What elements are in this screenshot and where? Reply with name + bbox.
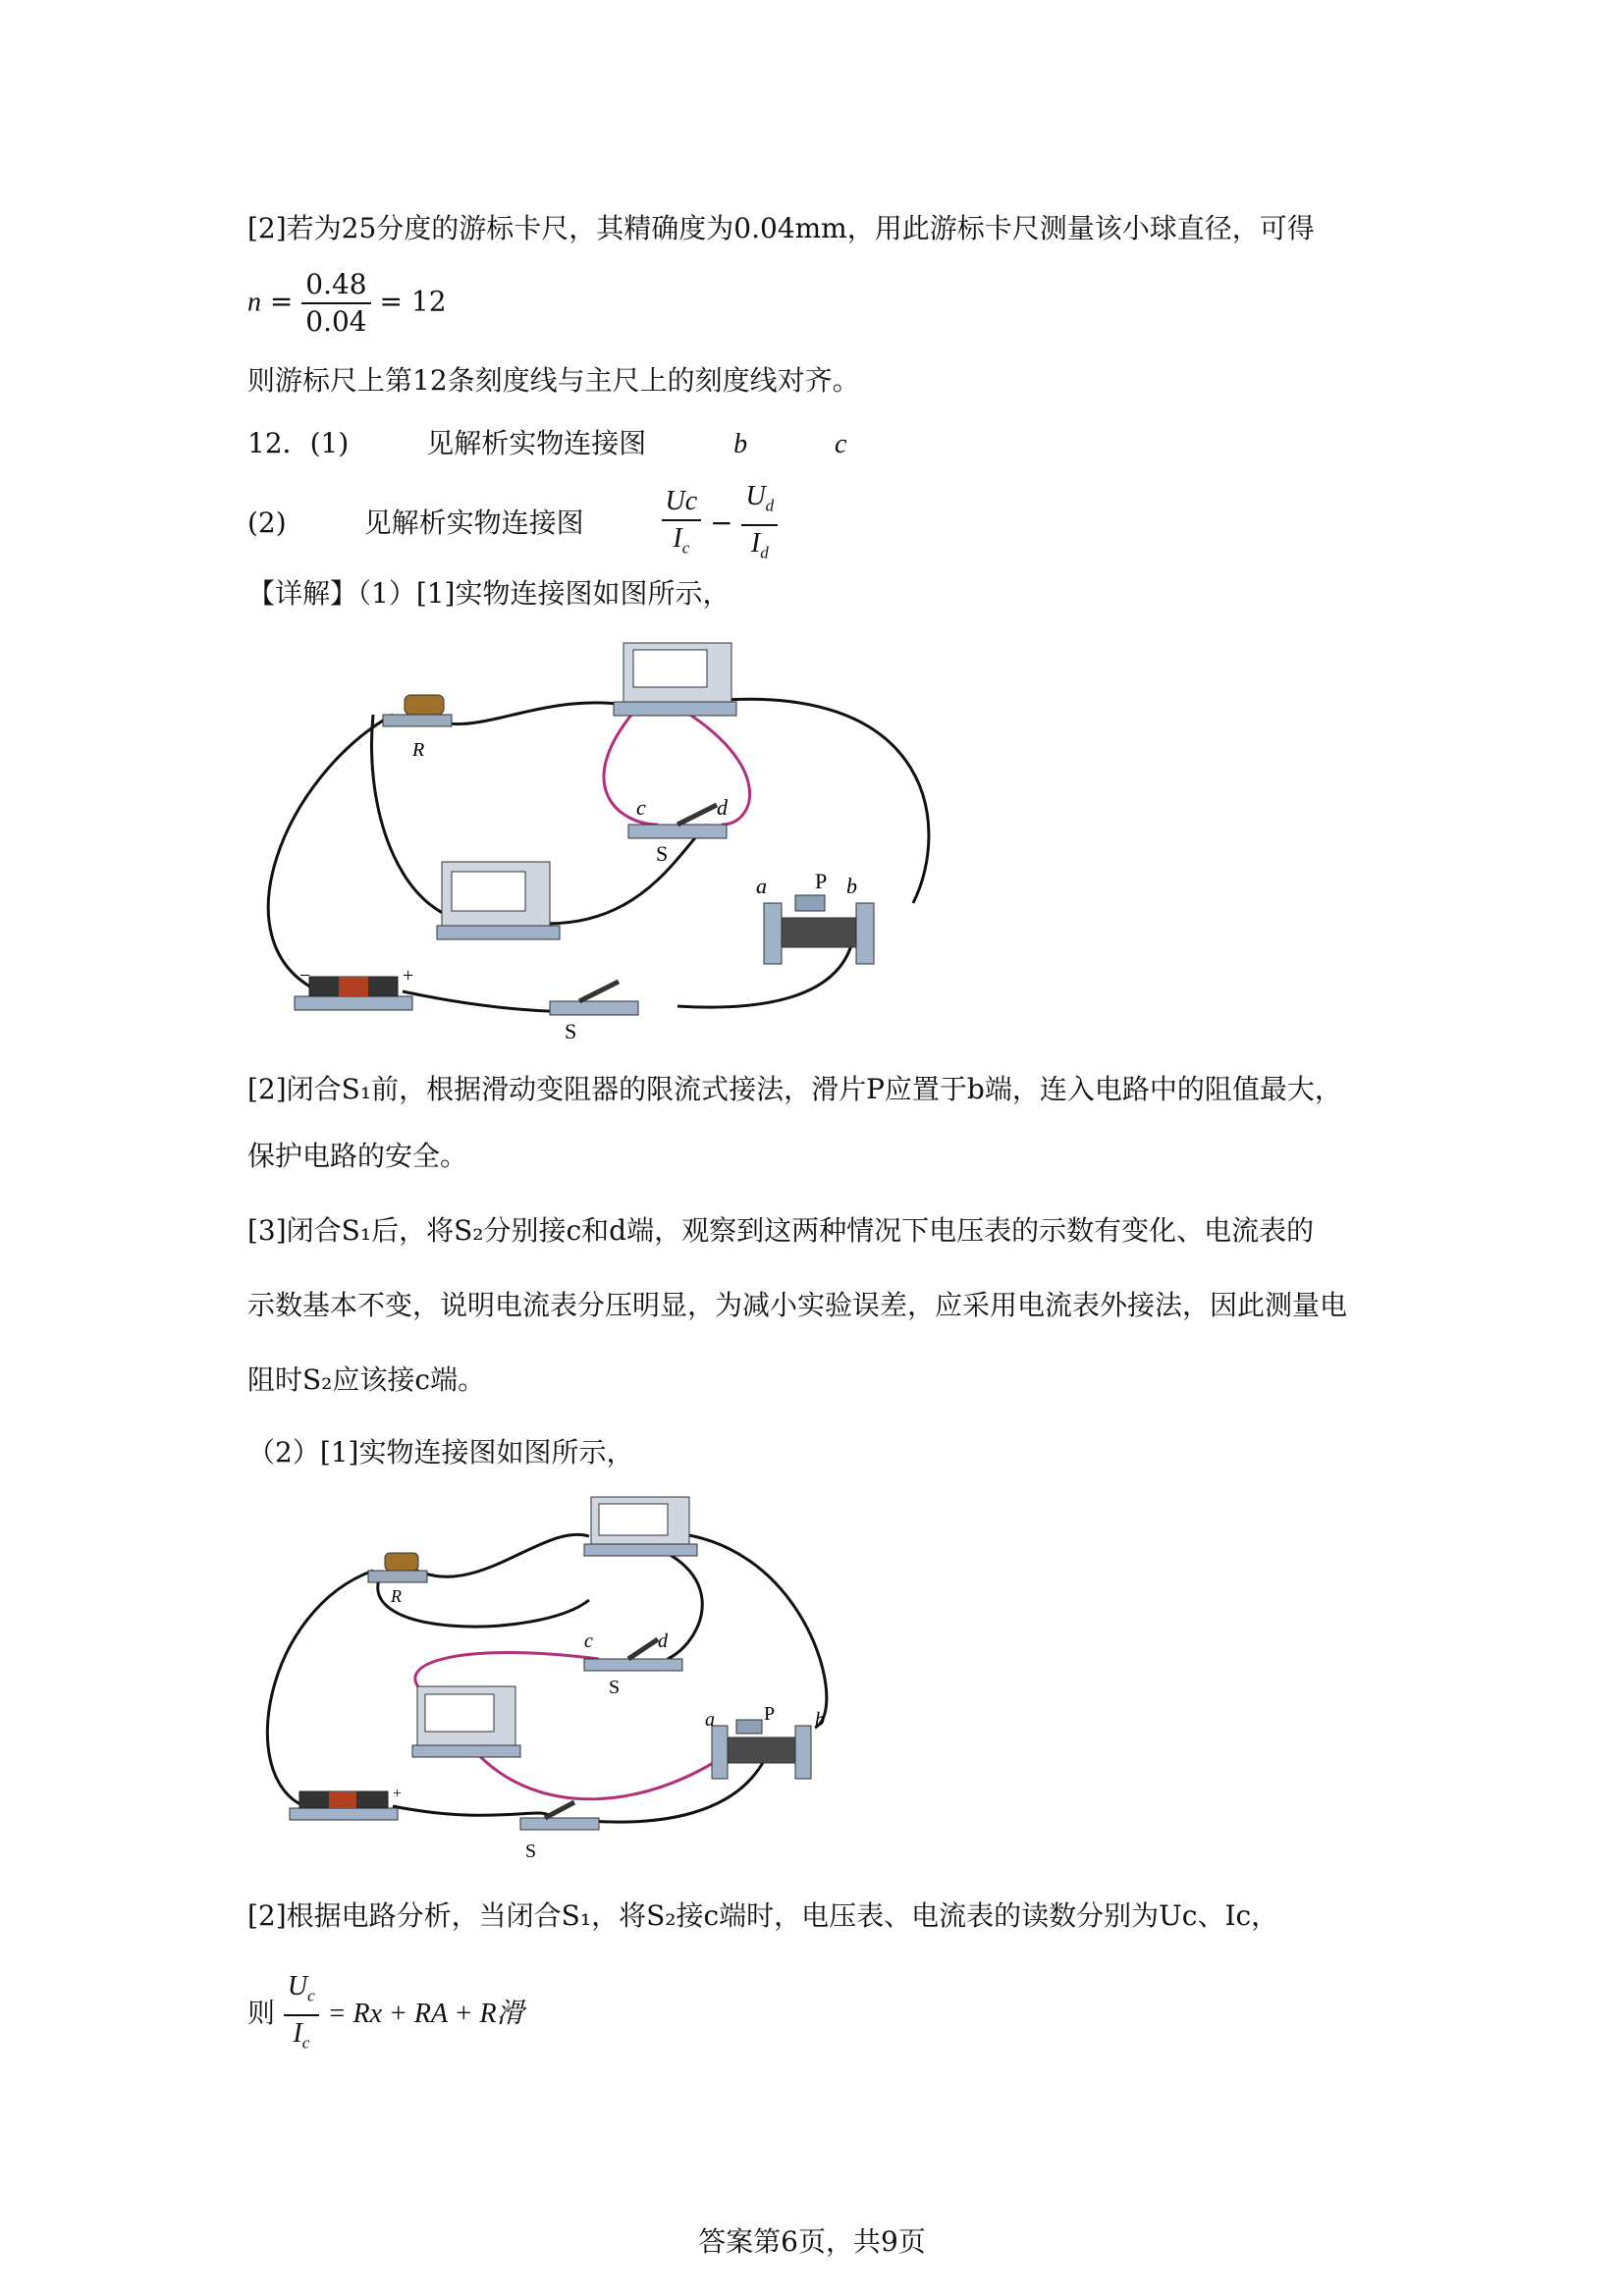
fraction-ud-id: $\frac{U_d}{I_d}$	[741, 479, 778, 570]
svg-text:R: R	[391, 1586, 402, 1606]
svg-text:S: S	[656, 841, 669, 866]
svg-text:c: c	[584, 1630, 593, 1652]
ammeter-2	[584, 1497, 697, 1556]
svg-text:b: b	[846, 874, 857, 898]
fraction-uc-ic: $\frac{Uc}{I_c}$	[662, 484, 702, 566]
fraction: $\frac{0.48}{0.04}$	[301, 267, 370, 340]
svg-text:b: b	[815, 1709, 825, 1731]
svg-text:d: d	[717, 795, 728, 820]
fraction-uc-ic-2: $\frac{U_c}{I_c}$	[284, 1969, 319, 2060]
eq-lhs: n	[247, 287, 261, 318]
resistor-rx-2	[368, 1553, 427, 1582]
svg-text:R: R	[412, 739, 425, 761]
svg-text:S: S	[609, 1677, 621, 1698]
paragraph-7: 阻时S₂应该接c端。	[247, 1363, 486, 1396]
switch-s1-2	[520, 1802, 599, 1830]
paragraph-2: 则游标尺上第12条刻度线与主尺上的刻度线对齐。	[247, 364, 860, 397]
ammeter	[614, 643, 736, 716]
svg-text:S: S	[565, 1019, 577, 1041]
svg-text:S: S	[525, 1841, 537, 1862]
svg-text:P: P	[764, 1703, 776, 1725]
svg-text:d: d	[658, 1630, 668, 1652]
rheostat-2	[712, 1720, 811, 1779]
paragraph-9: [2]根据电路分析，当闭合S₁，将S₂接c端时，电压表、电流表的读数分别为Uc、Ic，	[247, 1899, 1279, 1932]
switch-s1	[550, 982, 638, 1015]
answer-12-2: (2) 见解析实物连接图 $\frac{Uc}{I_c}$ − $\frac{U_d}{I_d}$	[247, 479, 778, 570]
paragraph-6: 示数基本不变，说明电流表分压明显，为减小实验误差，应采用电流表外接法，因此测量电	[247, 1289, 1348, 1321]
svg-text:c: c	[636, 795, 646, 820]
page-footer: 答案第6页，共9页	[698, 2225, 926, 2258]
voltmeter	[437, 862, 560, 939]
circuit-figure-1	[245, 628, 952, 1041]
svg-text:−: −	[299, 965, 311, 987]
paragraph-4: 保护电路的安全。	[247, 1140, 468, 1172]
circuit-figure-2	[245, 1492, 854, 1865]
resistor-rx	[383, 695, 452, 726]
svg-text:+: +	[393, 1786, 403, 1802]
switch-s2-2	[584, 1639, 682, 1671]
paragraph-3: [2]闭合S₁前，根据滑动变阻器的限流式接法，滑片P应置于b端，连入电路中的阻值最大，	[247, 1073, 1342, 1105]
paragraph-1: [2]若为25分度的游标卡尺，其精确度为0.04mm，用此游标卡尺测量该小球直径，可得	[247, 212, 1315, 244]
detail-heading: 【详解】（1）[1]实物连接图如图所示，	[247, 577, 731, 610]
equation-n: n = $\frac{0.48}{0.04}$ = 12	[247, 268, 447, 338]
eq-rhs: = 12	[379, 285, 447, 318]
answer-12-1: 12．(1) 见解析实物连接图 b c	[247, 427, 847, 459]
voltmeter-2	[412, 1686, 520, 1757]
paragraph-8: （2）[1]实物连接图如图所示，	[247, 1436, 634, 1468]
svg-text:P: P	[815, 869, 828, 893]
battery	[295, 977, 412, 1010]
equation-2: 则 $\frac{U_c}{I_c}$ = Rx + RA + R滑	[247, 1969, 524, 2060]
svg-text:a: a	[705, 1709, 715, 1731]
paragraph-5: [3]闭合S₁后，将S₂分别接c和d端，观察到这两种情况下电压表的示数有变化、电流表的	[247, 1214, 1315, 1247]
rheostat	[764, 895, 874, 964]
svg-text:a: a	[756, 874, 767, 898]
battery-2	[290, 1791, 398, 1820]
svg-text:+: +	[403, 965, 414, 987]
